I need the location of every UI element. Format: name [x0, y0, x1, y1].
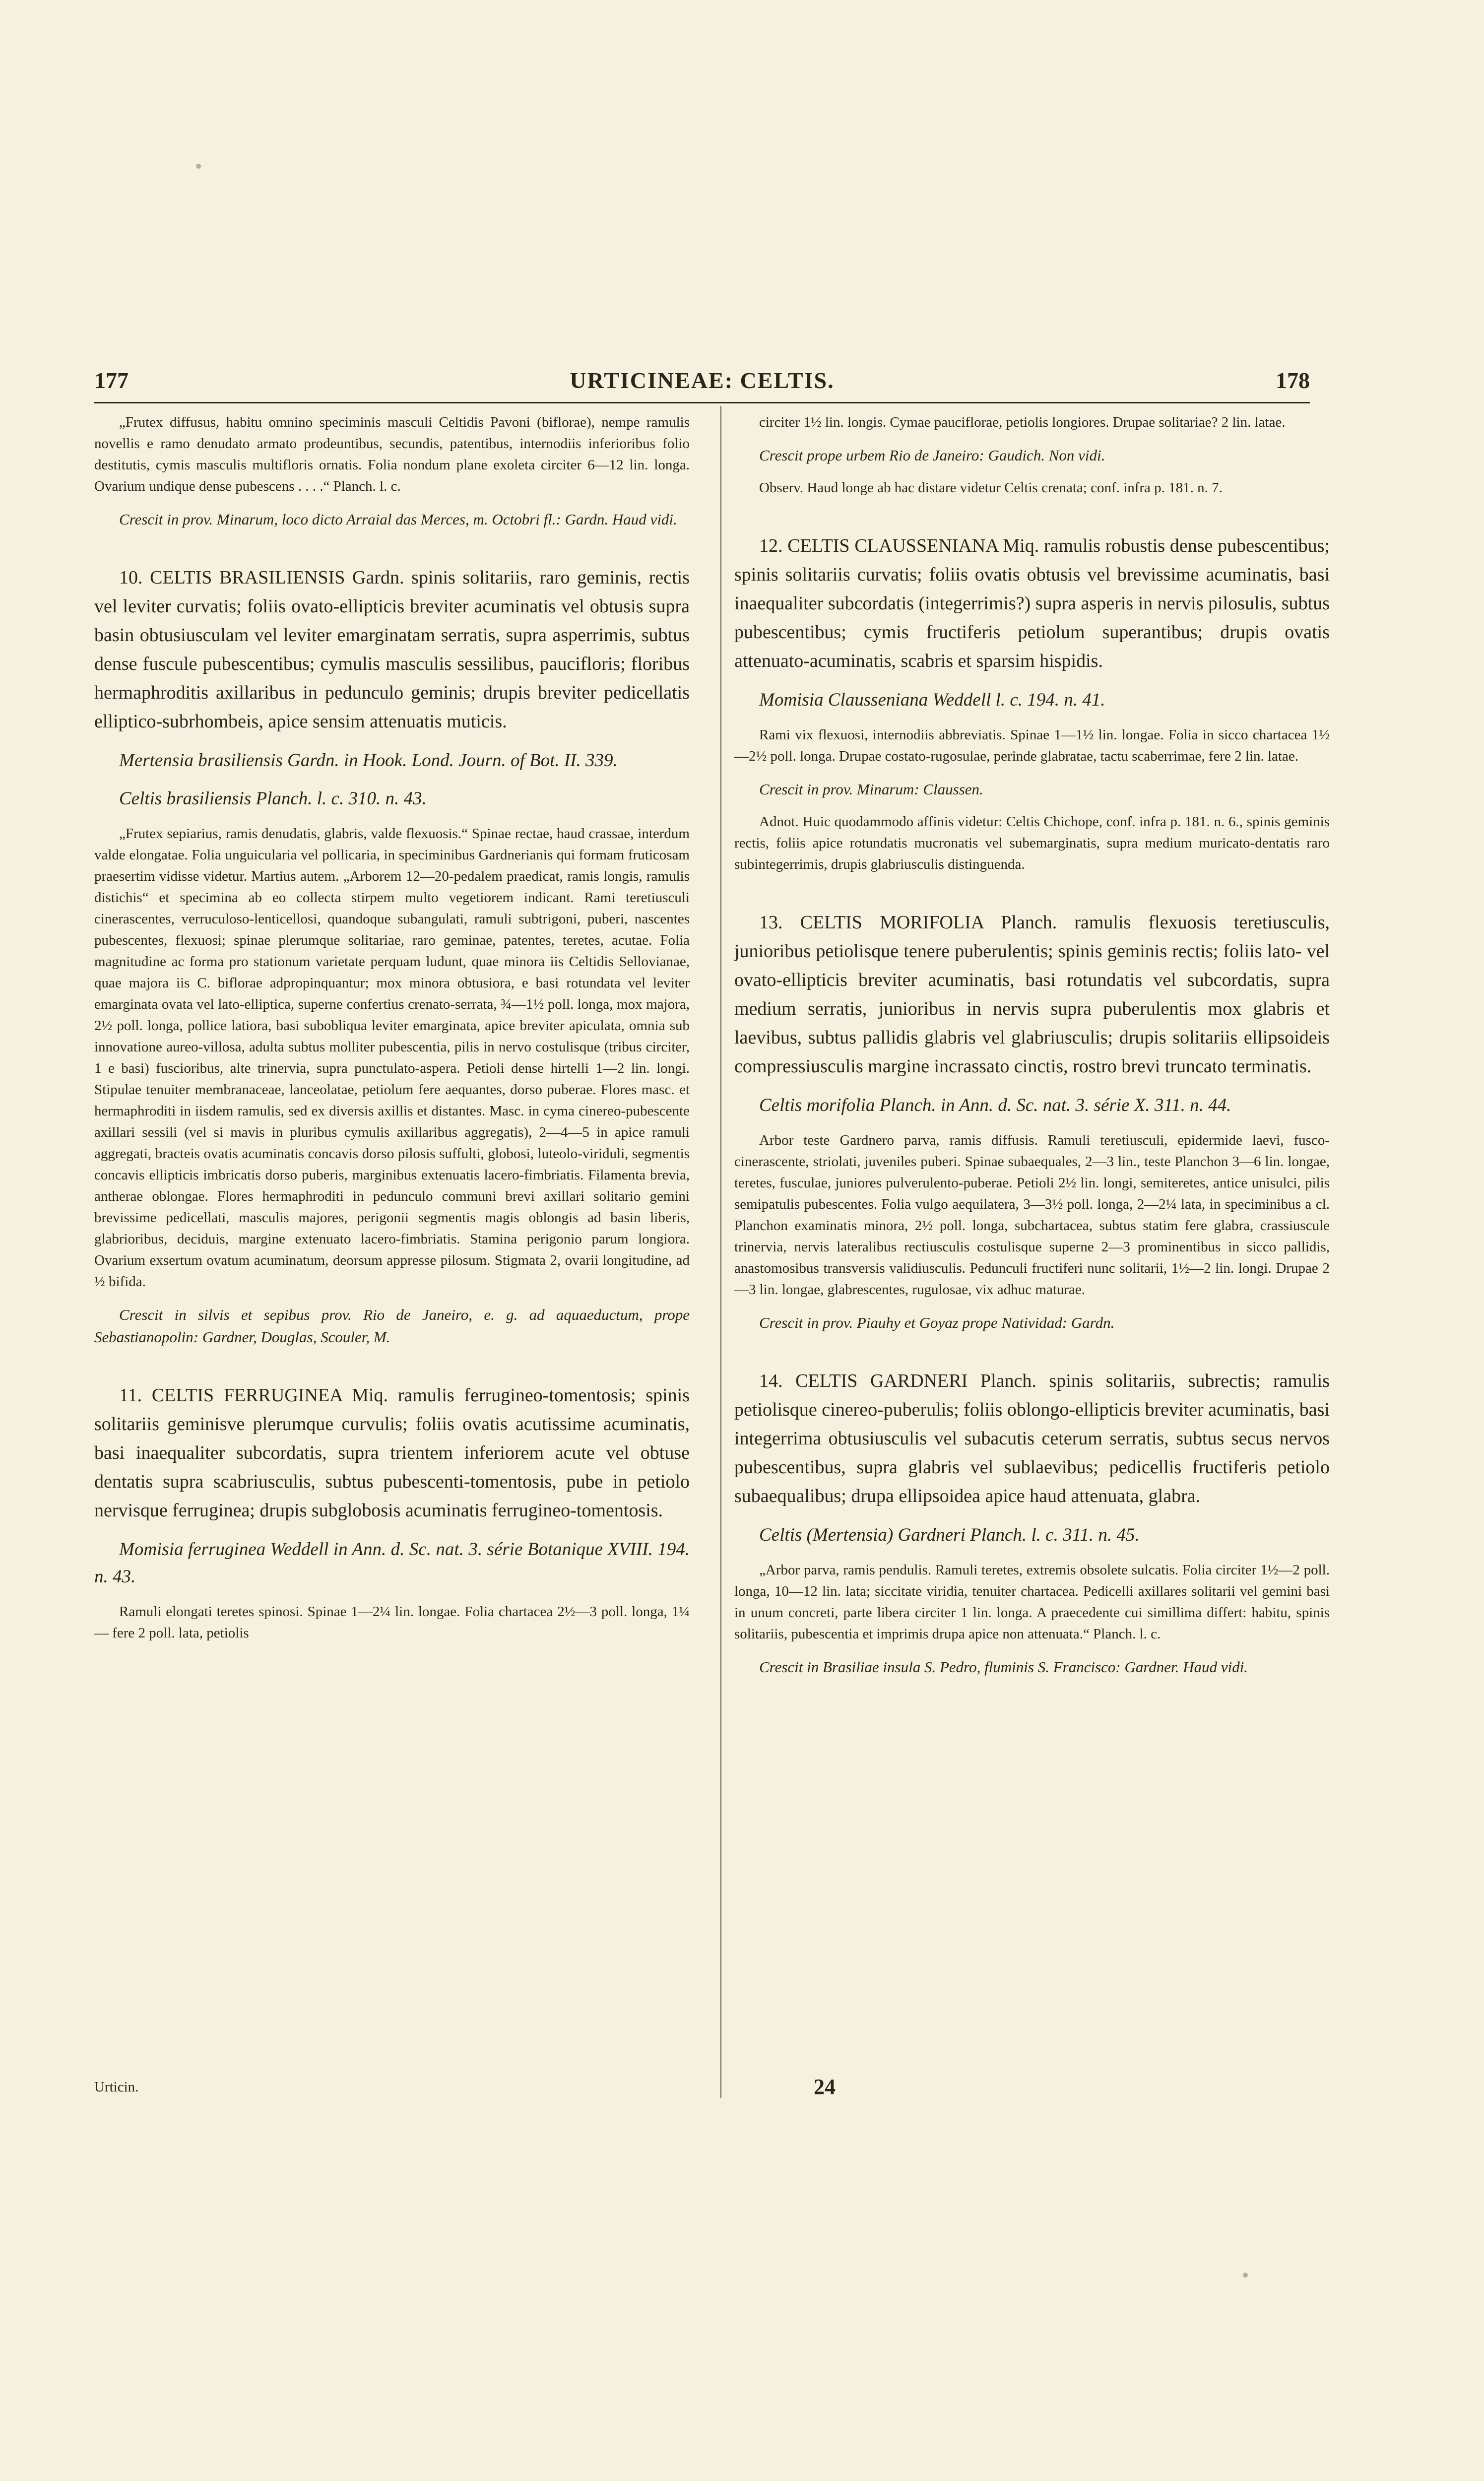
synonym-citation: Celtis brasiliensis Planch. l. c. 310. n. 43.: [119, 788, 427, 809]
synonym-citation: Celtis (Mertensia) Gardneri Planch. l. c. 311. n. 45.: [759, 1525, 1140, 1545]
right-column: [734, 412, 1330, 1678]
locality-note: Crescit in Brasiliae insula S. Pedro, fluminis S. Francisco: Gardner. Haud vidi.: [759, 1658, 1248, 1676]
synonym-citation: Momisia ferruginea Weddell in Ann. d. Sc. nat. 3. série Botanique XVIII. 194. n. 43.: [94, 1539, 690, 1587]
paragraph: Arbor teste Gardnero parva, ramis diffusis. Ramuli teretiusculi, epidermide laevi, fusco-cinerascente, striolati, juveniles puberi. Spinae subaequales, 2—3 lin., teste Planchon 3—6 lin. longae, teretes, fusculae, juniores pulverulento-puberae. Petioli 2½ lin. longi, semiteretes, antice unisulci, pilis semipatulis pubescentes. Folia vulgo aequilatera, 3—3½ poll. longa, 2—2¼ lata, in speciminibus a cl. Planchon examinatis minora, 2½ poll. longa, subchartacea, subtus statim fere glabra, crassiuscule trinervia, nervis lateralibus rectiusculis costulisque superne 2—3 prominentibus in sicco pallidis, anastomosibus transversis validiusculis. Pedunculi fructiferi nunc solitarii, 1½—2 lin. longi. Drupae 2—3 lin. longae, glabrescentes, rugulosae, vix adhuc maturae.: [734, 1132, 1330, 1298]
header-rule: [94, 402, 1310, 403]
species-description: 14. CELTIS GARDNERI Planch. spinis solitariis, subrectis; ramulis petiolisque cinereo-puberulis; foliis oblongo-ellipticis breviter acuminatis, basi integerrima obtusiusculis vel subacutis ceterum serratis, subtus secus nervos pubescentibus, supra glabris vel sublaevibus; pedicellis fructiferis petiolo subaequalibus; drupa ellipsoidea apice haud attenuata, glabra.: [734, 1371, 1330, 1506]
page-number-right: 178: [1276, 368, 1310, 393]
paragraph: „Frutex diffusus, habitu omnino speciminis masculi Celtidis Pavoni (biflorae), nempe ramulis novellis e ramo denudato armato prodeuntibus, secundis, patentibus, internodiis inferioribus folio destitutis, cymis masculis multifloris ornatis. Folia nondum plane exoleta circiter 6—12 lin. longa. Ovarium undique dense pubescens . . . .“ Planch. l. c.: [94, 414, 690, 494]
species-description: 11. CELTIS FERRUGINEA Miq. ramulis ferrugineo-tomentosis; spinis solitariis geminisve plerumque curvulis; foliis ovatis acutissime acuminatis, basi inaequaliter subcordatis, supra trientem inferiorem acute vel obtuse dentatis supra scabriusculis, subtus pubescenti-tomentosis, pube in petiolo nervisque ferruginea; drupis subglobosis acuminatis ferrugineo-tomentosis.: [94, 1385, 690, 1521]
paragraph: Rami vix flexuosi, internodiis abbreviatis. Spinae 1—1½ lin. longae. Folia in sicco chartacea 1½—2½ poll. longa. Drupae costato-rugosulae, perinde glabratae, tactu scaberrimae, fere 2 lin. latae.: [734, 727, 1330, 764]
synonym-citation: Celtis morifolia Planch. in Ann. d. Sc. nat. 3. série X. 311. n. 44.: [759, 1095, 1231, 1115]
running-header: [94, 362, 1310, 402]
locality-note: Crescit prope urbem Rio de Janeiro: Gaudich. Non vidi.: [759, 447, 1105, 464]
paper-spot: [196, 164, 201, 169]
annotation-note: Adnot. Huic quodammodo affinis videtur: Celtis Chichope, conf. infra p. 181. n. 6., spinis geminis rectis, foliis apice rotundatis mucronatis vel subemarginatis, supra medium muricato-dentatis raro subintegerrimis, drupis glabriusculis distinguenda.: [734, 814, 1330, 872]
synonym-citation: Momisia Clausseniana Weddell l. c. 194. n. 41.: [759, 690, 1105, 710]
paragraph: „Arbor parva, ramis pendulis. Ramuli teretes, extremis obsolete sulcatis. Folia circiter 1½—2 poll. longa, 10—12 lin. lata; siccitate viridia, tenuiter chartacea. Pedicelli axillares solitarii vel gemini basi in unum concreti, parte libera circiter 1 lin. longa. A praecedente cui simillima differt: habitu, spinis solitariis, pubescentia et imprimis drupa apice non attenuata.“ Planch. l. c.: [734, 1562, 1330, 1642]
column-divider: [720, 406, 721, 2098]
signature-mark: 24: [814, 2075, 836, 2099]
species-description: 10. CELTIS BRASILIENSIS Gardn. spinis solitariis, raro geminis, rectis vel leviter curvatis; foliis ovato-ellipticis breviter acuminatis vel obtusis supra basin obtusiusculam vel leviter emarginatam serratis, supra asperrimis, subtus dense fuscule pubescentibus; cymulis masculis sessilibus, paucifloris; floribus hermaphroditis axillaribus in pedunculo geminis; drupis breviter pedicellatis elliptico-subrhombeis, apice sensim attenuatis muticis.: [94, 567, 690, 732]
paragraph: Ramuli elongati teretes spinosi. Spinae 1—2¼ lin. longae. Folia chartacea 2½—3 poll. longa, 1¼— fere 2 poll. lata, petiolis: [94, 1604, 690, 1641]
species-description: 12. CELTIS CLAUSSENIANA Miq. ramulis robustis dense pubescentibus; spinis solitariis curvatis; foliis ovatis obtusis vel brevissime acuminatis, basi inaequaliter subcordatis (integerrimis?) supra asperis in nervis pilosulis, subtus pubescentibus; cymis fructiferis petiolum superantibus; drupis ovatis attenuato-acuminatis, scabris et sparsim hispidis.: [734, 535, 1330, 671]
locality-note: Crescit in prov. Minarum: Claussen.: [759, 781, 983, 798]
paper-spot: [1243, 2273, 1248, 2278]
paragraph: circiter 1½ lin. longis. Cymae pauciflorae, petiolis longiores. Drupae solitariae? 2 lin. latae.: [759, 414, 1286, 430]
locality-note: Crescit in silvis et sepibus prov. Rio de Janeiro, e. g. ad aquaeductum, prope Sebastianopolin: Gardner, Douglas, Scouler, M.: [94, 1306, 690, 1346]
locality-note: Crescit in prov. Piauhy et Goyaz prope Natividad: Gardn.: [759, 1314, 1115, 1331]
synonym-citation: Mertensia brasiliensis Gardn. in Hook. Lond. Journ. of Bot. II. 339.: [119, 750, 618, 771]
left-column: [94, 412, 690, 1644]
locality-note: Crescit in prov. Minarum, loco dicto Arraial das Merces, m. Octobri fl.: Gardn. Haud vidi.: [119, 511, 677, 528]
species-description: 13. CELTIS MORIFOLIA Planch. ramulis flexuosis teretiusculis, junioribus petiolisque tenere puberulentis; spinis geminis rectis; foliis lato- vel ovato-ellipticis breviter acuminatis, basi rotundatis vel subcordatis, supra medium serratis, junioribus in nervis supra puberulentis mox glabris et laevibus, subtus pallidis glabris vel glabriusculis; drupis solitariis ellipsoideis compressiusculis margine incrassato cinctis, rostro brevi truncato terminatis.: [734, 912, 1330, 1077]
running-title: URTICINEAE: CELTIS.: [570, 368, 835, 393]
paragraph: „Frutex sepiarius, ramis denudatis, glabris, valde flexuosis.“ Spinae rectae, haud crassae, interdum valde elongatae. Folia unguicularia vel pollicaria, in speciminibus Gardnerianis qui formam fruticosam praesertim vidisse videtur. Martius autem. „Arborem 12—20-pedalem praedicat, ramis longis, ramulis distichis“ et specimina ab eo collecta stirpem multo vegetiorem indicant. Rami teretiusculi cinerascentes, verruculoso-lenticellosi, quandoque subangulati, ramuli subtrigoni, puberi, nascentes pubescentes, flexuosi; spinae plerumque solitariae, raro geminae, patentes, teretes, acutae. Folia magnitudine ac forma pro stationum varietate perquam ludunt, quae minora iis Celtidis Sellovianae, quae majora iis C. biflorae adpropinquantur; mox minora obtusiora, e basi rotundata vel leviter emarginata ovata vel lato-elliptica, superne confertius crenato-serrata, ¾—1½ poll. longa, mox majora, 2½ poll. longa, pollice latiora, basi subobliqua leviter emarginata, apice breviter apiculata, omnia sub innovatione aureo-villosa, adulta subtus molliter pubescentia, pilis in nervo costulisque (tribus circiter, 1 e basi) fuscioribus, alte trinervia, supra punctulato-aspera. Petioli dense hirtelli 1—2 lin. longi. Stipulae tenuiter membranaceae, lanceolatae, petiolum fere aequantes, dorso puberae. Flores masc. et hermaphroditi in iisdem ramulis, sed ex diversis axillis et distantes. Masc. in cyma cinereo-pubescente axillari sessili (vel si mavis in pluribus cymulis axillaribus aggregatis), 2—4—5 in apice ramuli aggregati, bracteis ovatis acuminatis concavis dorso pilosis suffulti, globosi, luteolo-viriduli, segmentis concavis ellipticis imbricatis dorso puberis, marginibus extenuatis lacero-fimbriatis. Filamenta brevia, antherae oblongae. Flores hermaphroditi in pedunculo communi brevi axillari solitario gemini brevissime pedicellati, masculis majores, perigonii segmentis magis oblongis ad basin liberis, glabrioribus, deciduis, margine extenuato lacero-fimbriatis. Stamina perigonio parum longiora. Ovarium exsertum ovatum acuminatum, deorsum appresse pilosum. Stigmata 2, ovarii longitudine, ad ½ bifida.: [94, 826, 690, 1290]
page-number-left: 177: [94, 368, 129, 393]
observation-note: Observ. Haud longe ab hac distare videtur Celtis crenata; conf. infra p. 181. n. 7.: [759, 480, 1223, 496]
footer-signature-label: Urticin.: [94, 2079, 139, 2095]
